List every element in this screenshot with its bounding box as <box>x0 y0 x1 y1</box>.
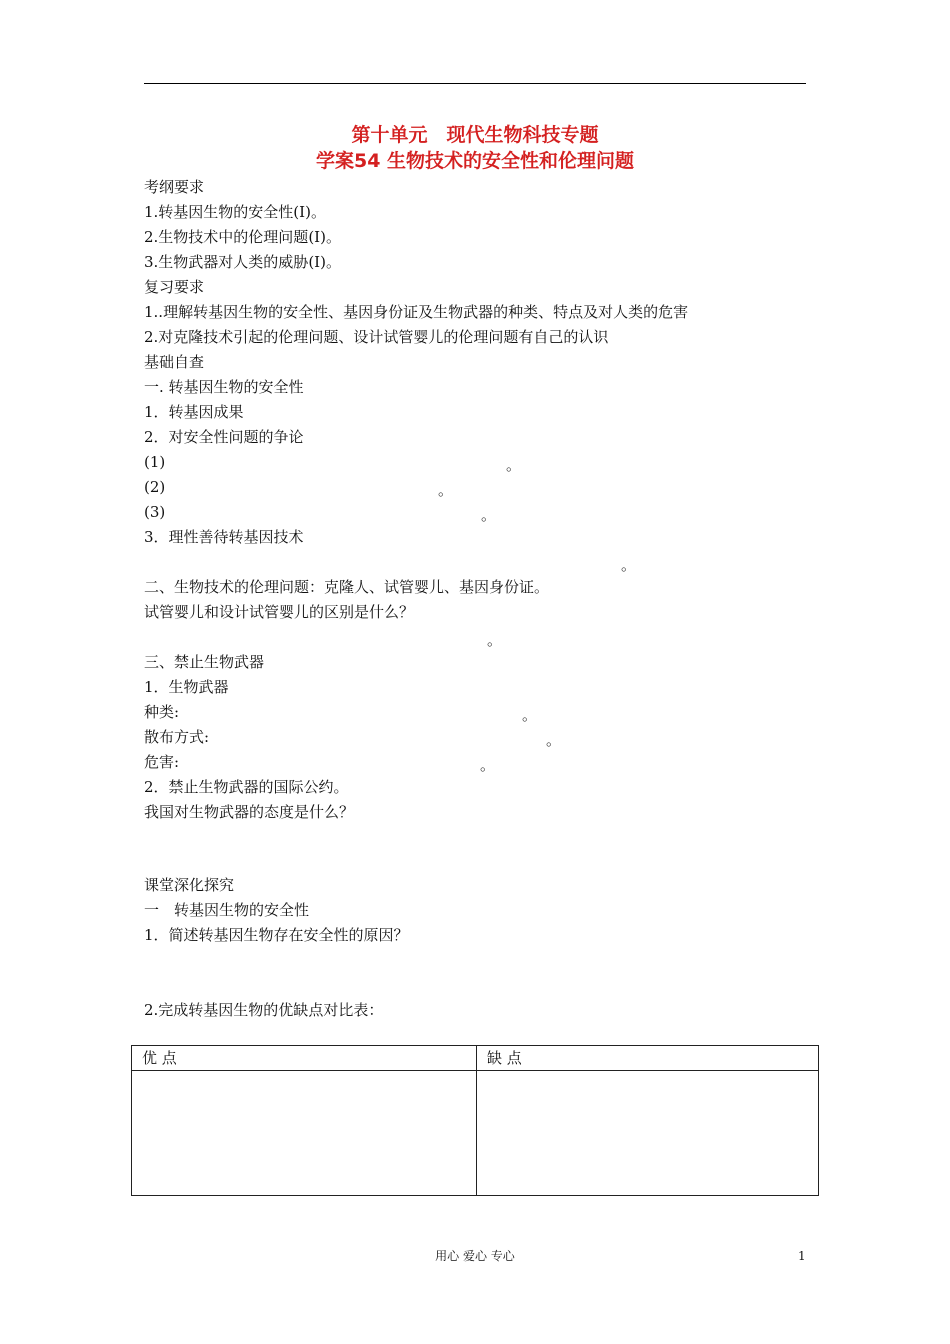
text-line: 1..理解转基因生物的安全性、基因身份证及生物武器的种类、特点及对人类的危害 <box>144 303 689 321</box>
blank-end-mark: 。 <box>438 481 454 499</box>
blank-end-mark: 。 <box>480 756 496 774</box>
text-line: 2．禁止生物武器的国际公约。 <box>144 778 349 796</box>
section-heading: 考纲要求 <box>144 178 205 196</box>
footer-text: 用心 爱心 专心 <box>435 1249 515 1263</box>
section-heading: 一 转基因生物的安全性 <box>144 901 310 919</box>
question-line: 试管婴儿和设计试管婴儿的区别是什么？ <box>144 603 415 621</box>
fill-blank-line: (3) <box>144 503 166 521</box>
blank-end-mark: 。 <box>522 706 538 724</box>
text-line: 3.生物武器对人类的威胁(Ⅰ)。 <box>144 253 341 271</box>
section-heading: 一. 转基因生物的安全性 <box>144 378 304 396</box>
text-line: 2．对安全性问题的争论 <box>144 428 304 446</box>
blank-end-mark: 。 <box>487 631 503 649</box>
text-line: 2.生物技术中的伦理问题(Ⅰ)。 <box>144 228 341 246</box>
question-line: 我国对生物武器的态度是什么？ <box>144 803 355 821</box>
cons-answer-cell[interactable] <box>477 1071 819 1196</box>
pros-cons-table <box>131 1045 819 1196</box>
unit-title: 第十单元 现代生物科技专题 <box>351 124 599 146</box>
section-heading: 三、禁止生物武器 <box>144 653 265 671</box>
blank-end-mark: 。 <box>546 731 562 749</box>
lesson-title: 学案54 生物技术的安全性和伦理问题 <box>315 150 635 172</box>
section-heading: 基础自查 <box>144 353 205 371</box>
header-rule <box>144 83 806 84</box>
question-line: 2.完成转基因生物的优缺点对比表： <box>144 1001 384 1019</box>
pros-answer-cell[interactable] <box>132 1071 477 1196</box>
section-heading: 复习要求 <box>144 278 205 296</box>
fill-blank-line: (1) <box>144 453 166 471</box>
page-number: 1 <box>798 1249 806 1263</box>
text-line: 2.对克隆技术引起的伦理问题、设计试管婴儿的伦理问题有自己的认识 <box>144 328 609 346</box>
fill-blank-line: 种类: <box>144 703 180 721</box>
text-line: 1．转基因成果 <box>144 403 244 421</box>
blank-end-mark: 。 <box>506 456 522 474</box>
section-heading: 二、生物技术的伦理问题：克隆人、试管婴儿、基因身份证。 <box>144 578 550 596</box>
blank-end-mark: 。 <box>621 556 637 574</box>
text-line: 3．理性善待转基因技术 <box>144 528 304 546</box>
section-heading: 课堂深化探究 <box>144 876 235 894</box>
text-line: 1.转基因生物的安全性(Ⅰ)。 <box>144 203 326 221</box>
table-header-cons: 缺 点 <box>477 1046 819 1071</box>
fill-blank-line: 危害: <box>144 753 180 771</box>
table-header-pros: 优 点 <box>132 1046 477 1071</box>
text-line: 1．生物武器 <box>144 678 229 696</box>
fill-blank-line: 散布方式: <box>144 728 210 746</box>
question-line: 1．简述转基因生物存在安全性的原因？ <box>144 926 409 944</box>
fill-blank-line: (2) <box>144 478 166 496</box>
blank-end-mark: 。 <box>481 506 497 524</box>
